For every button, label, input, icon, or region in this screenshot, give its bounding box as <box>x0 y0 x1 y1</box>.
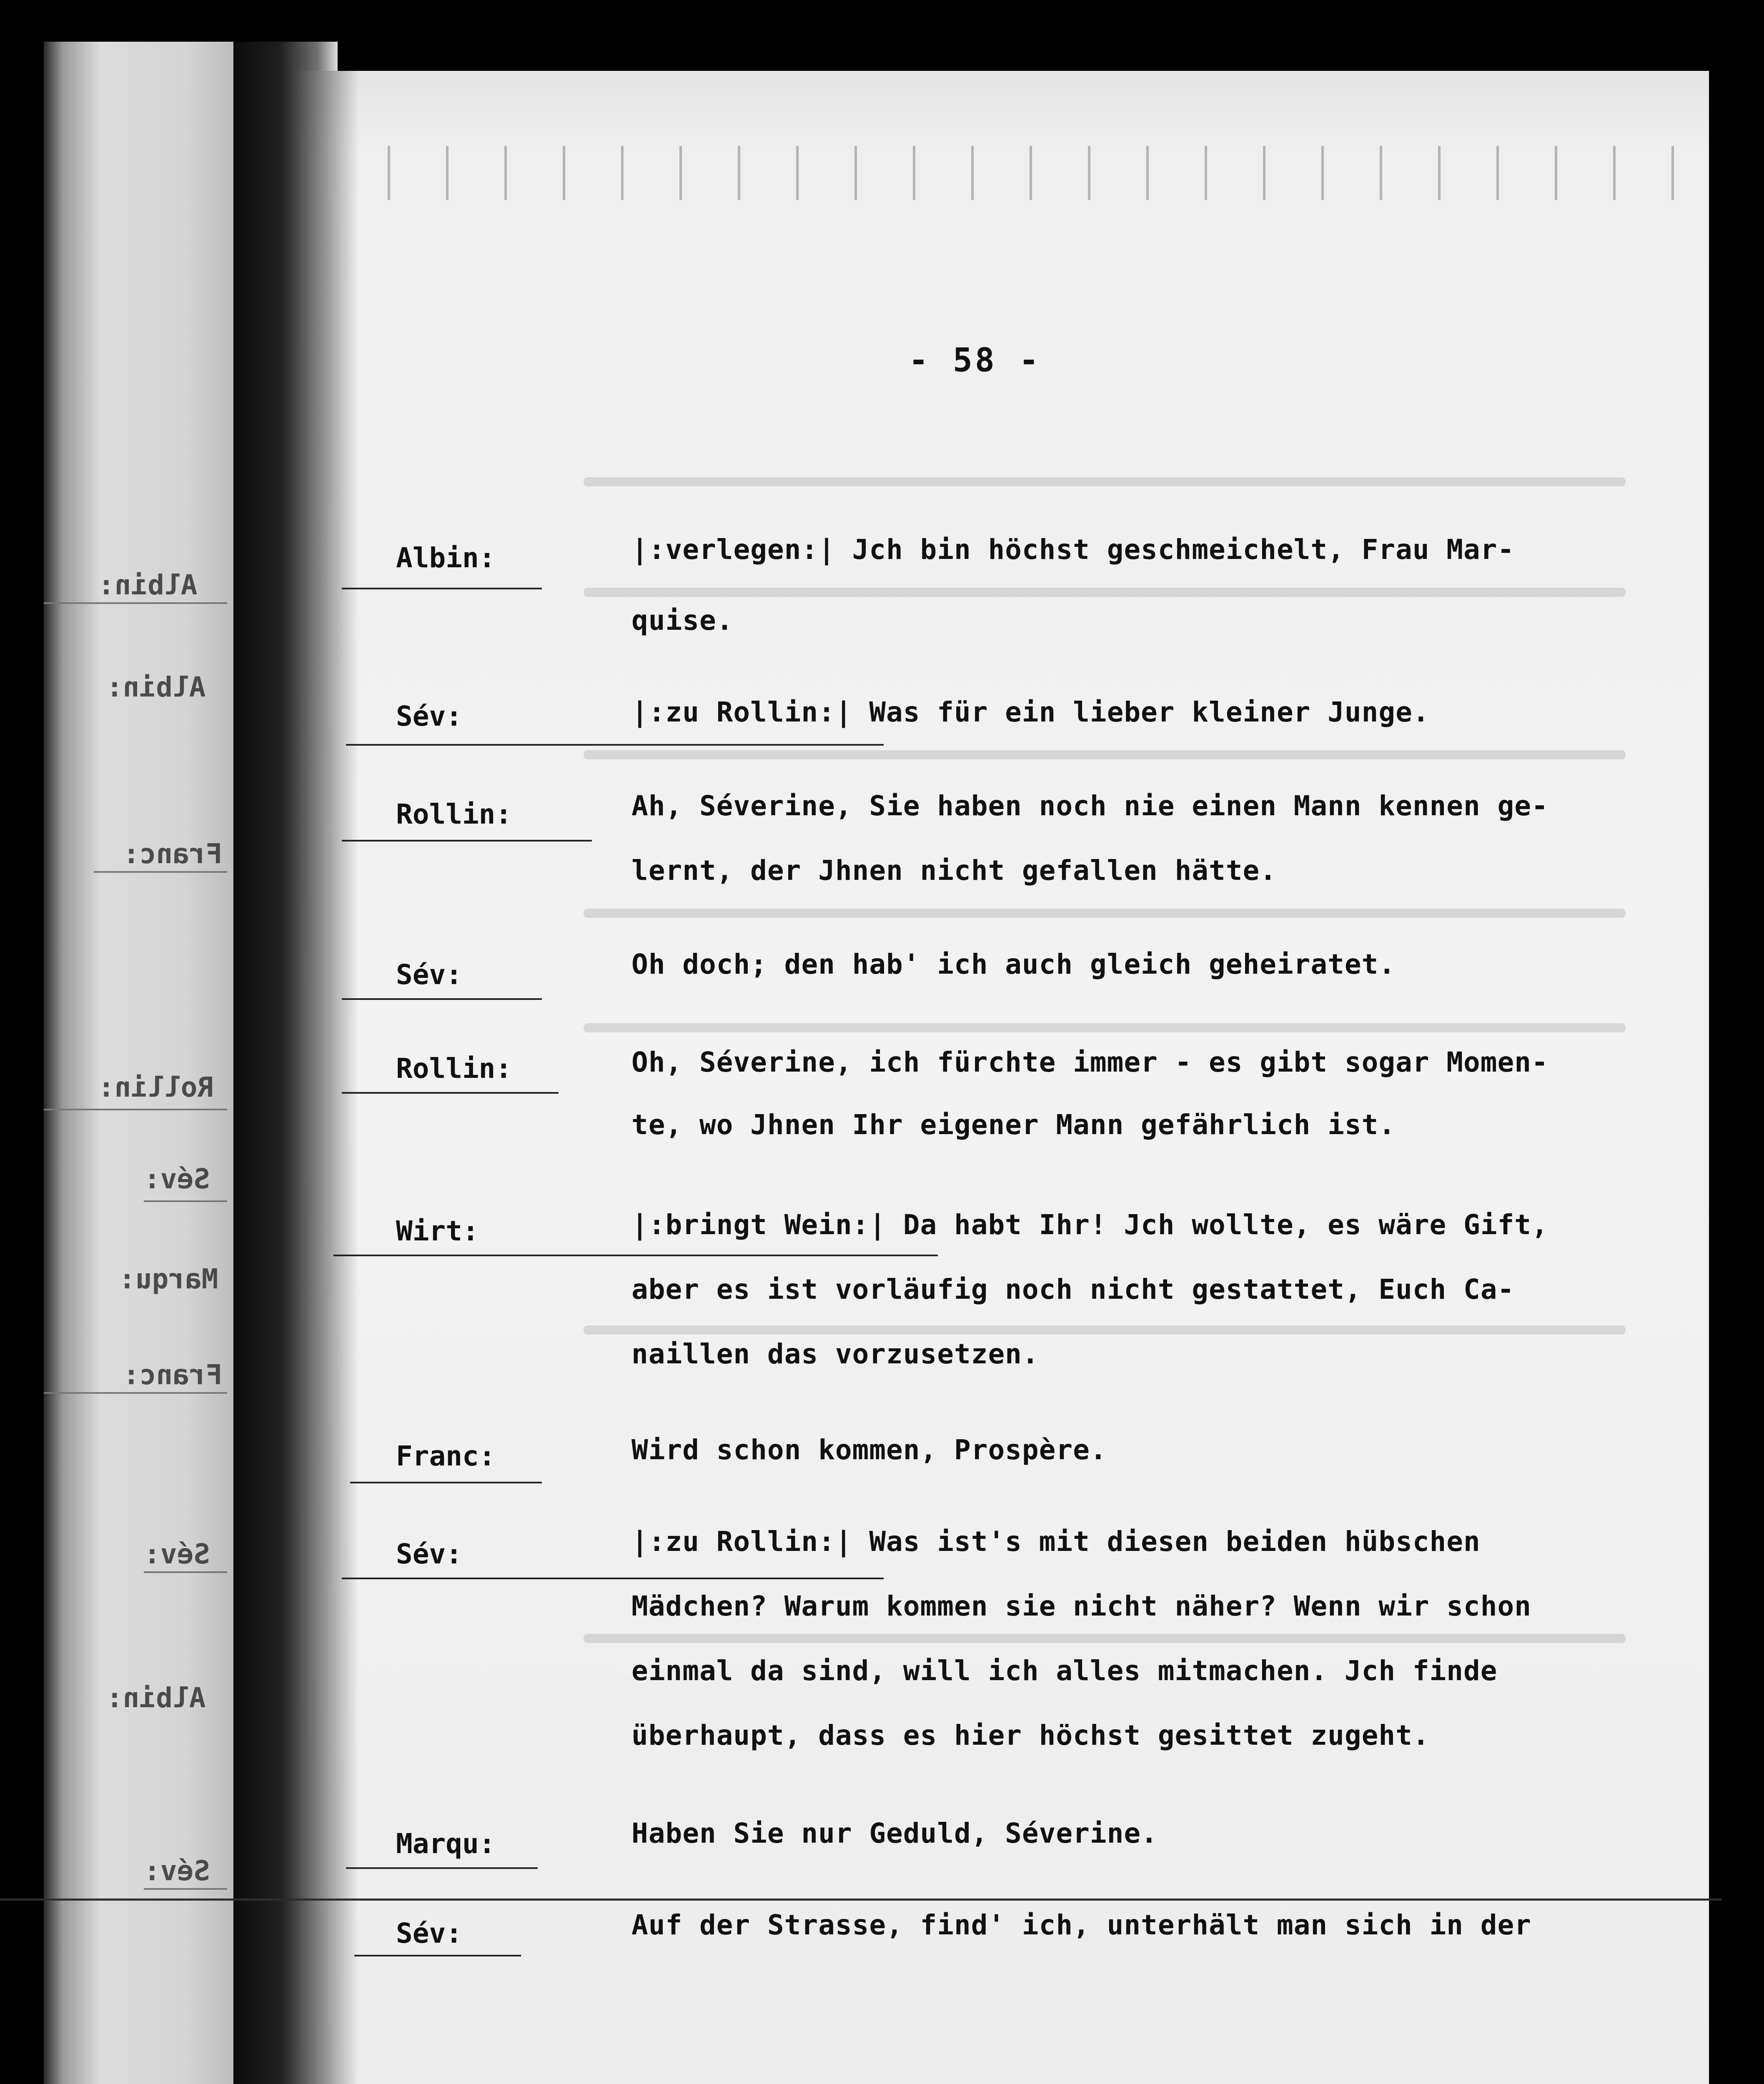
dialogue-line: Auf der Strasse, find' ich, unterhält man sich in der <box>631 1909 1531 1941</box>
bleed-through-line <box>584 909 1626 918</box>
dialogue-line: lernt, der Jhnen nicht gefallen hätte. <box>631 854 1277 887</box>
dialogue-line: einmal da sind, will ich alles mitmachen. Jch finde <box>631 1655 1498 1687</box>
bleed-through-line <box>584 750 1626 759</box>
speaker-name: Rollin: <box>396 1052 512 1085</box>
dialogue-line: Oh, Séverine, ich fürchte immer - es gibt sogar Momen- <box>631 1046 1549 1078</box>
speaker-underline <box>346 1867 538 1869</box>
bleed-through-line <box>584 1634 1626 1643</box>
bleed-through-marks <box>358 146 1676 200</box>
margin-label: Albin: <box>106 1682 206 1714</box>
dialogue-line: Wird schon kommen, Prospère. <box>631 1434 1107 1466</box>
margin-label: Albin: <box>106 671 206 703</box>
margin-rule <box>94 871 227 873</box>
speaker-name: Albin: <box>396 542 496 574</box>
speaker-underline <box>354 1955 521 1956</box>
speaker-name: Sév: <box>396 1917 462 1949</box>
margin-label: Albin: <box>98 569 198 601</box>
dialogue-line: überhaupt, dass es hier höchst gesittet zugeht. <box>631 1719 1430 1751</box>
speaker-name: Wirt: <box>396 1215 479 1247</box>
dialogue-line: |:zu Rollin:| Was für ein lieber kleiner Junge. <box>631 696 1430 728</box>
scan-fold-line <box>0 1899 1721 1901</box>
speaker-underline <box>342 1578 884 1579</box>
dialogue-line: Mädchen? Warum kommen sie nicht näher? Wenn wir schon <box>631 1590 1531 1622</box>
margin-rule <box>144 1200 227 1202</box>
page-number: - 58 - <box>909 342 1041 379</box>
speaker-underline <box>342 588 542 589</box>
speaker-name: Rollin: <box>396 798 512 830</box>
margin-rule <box>144 1888 227 1890</box>
margin-rule <box>144 1571 227 1573</box>
bleed-through-line <box>584 588 1626 597</box>
dialogue-line: |:zu Rollin:| Was ist's mit diesen beiden hübschen <box>631 1525 1481 1558</box>
bleed-through-line <box>584 1023 1626 1032</box>
dialogue-line: |:verlegen:| Jch bin höchst geschmeichelt, Frau Mar- <box>631 534 1515 566</box>
margin-rule <box>44 1109 227 1110</box>
speaker-name: Franc: <box>396 1440 496 1472</box>
margin-rule <box>44 1392 227 1394</box>
margin-label: Sév: <box>144 1855 210 1887</box>
margin-label: Rollin: <box>98 1071 214 1103</box>
dialogue-line: Haben Sie nur Geduld, Séverine. <box>631 1817 1158 1849</box>
margin-label: Franc: <box>123 838 223 870</box>
speaker-name: Sév: <box>396 700 462 732</box>
margin-label: Franc: <box>123 1359 223 1391</box>
speaker-name: Sév: <box>396 959 462 991</box>
speaker-underline <box>350 1482 542 1483</box>
margin-label: Sév: <box>144 1538 210 1570</box>
page-shadow <box>292 71 358 2084</box>
dialogue-line: aber es ist vorläufig noch nicht gestattet, Euch Ca- <box>631 1273 1515 1305</box>
margin-label: Sév: <box>144 1163 210 1195</box>
bleed-through-line <box>584 1325 1626 1335</box>
speaker-underline <box>342 840 592 842</box>
speaker-underline <box>346 744 884 746</box>
dialogue-line: quise. <box>631 604 734 636</box>
dialogue-line: |:bringt Wein:| Da habt Ihr! Jch wollte, es wäre Gift, <box>631 1209 1549 1241</box>
speaker-underline <box>342 1092 559 1094</box>
dialogue-line: Ah, Séverine, Sie haben noch nie einen Mann kennen ge- <box>631 790 1549 822</box>
dialogue-line: te, wo Jhnen Ihr eigener Mann gefährlich ist. <box>631 1109 1396 1141</box>
bleed-through-line <box>584 477 1626 486</box>
margin-label: Marqu: <box>119 1263 218 1295</box>
dialogue-line: naillen das vorzusetzen. <box>631 1338 1039 1370</box>
speaker-underline <box>342 998 542 1000</box>
dialogue-line: Oh doch; den hab' ich auch gleich geheiratet. <box>631 948 1396 980</box>
speaker-underline <box>333 1255 938 1256</box>
previous-page-strip <box>44 42 233 2084</box>
speaker-name: Marqu: <box>396 1828 496 1860</box>
speaker-name: Sév: <box>396 1538 462 1570</box>
margin-rule <box>44 602 227 604</box>
